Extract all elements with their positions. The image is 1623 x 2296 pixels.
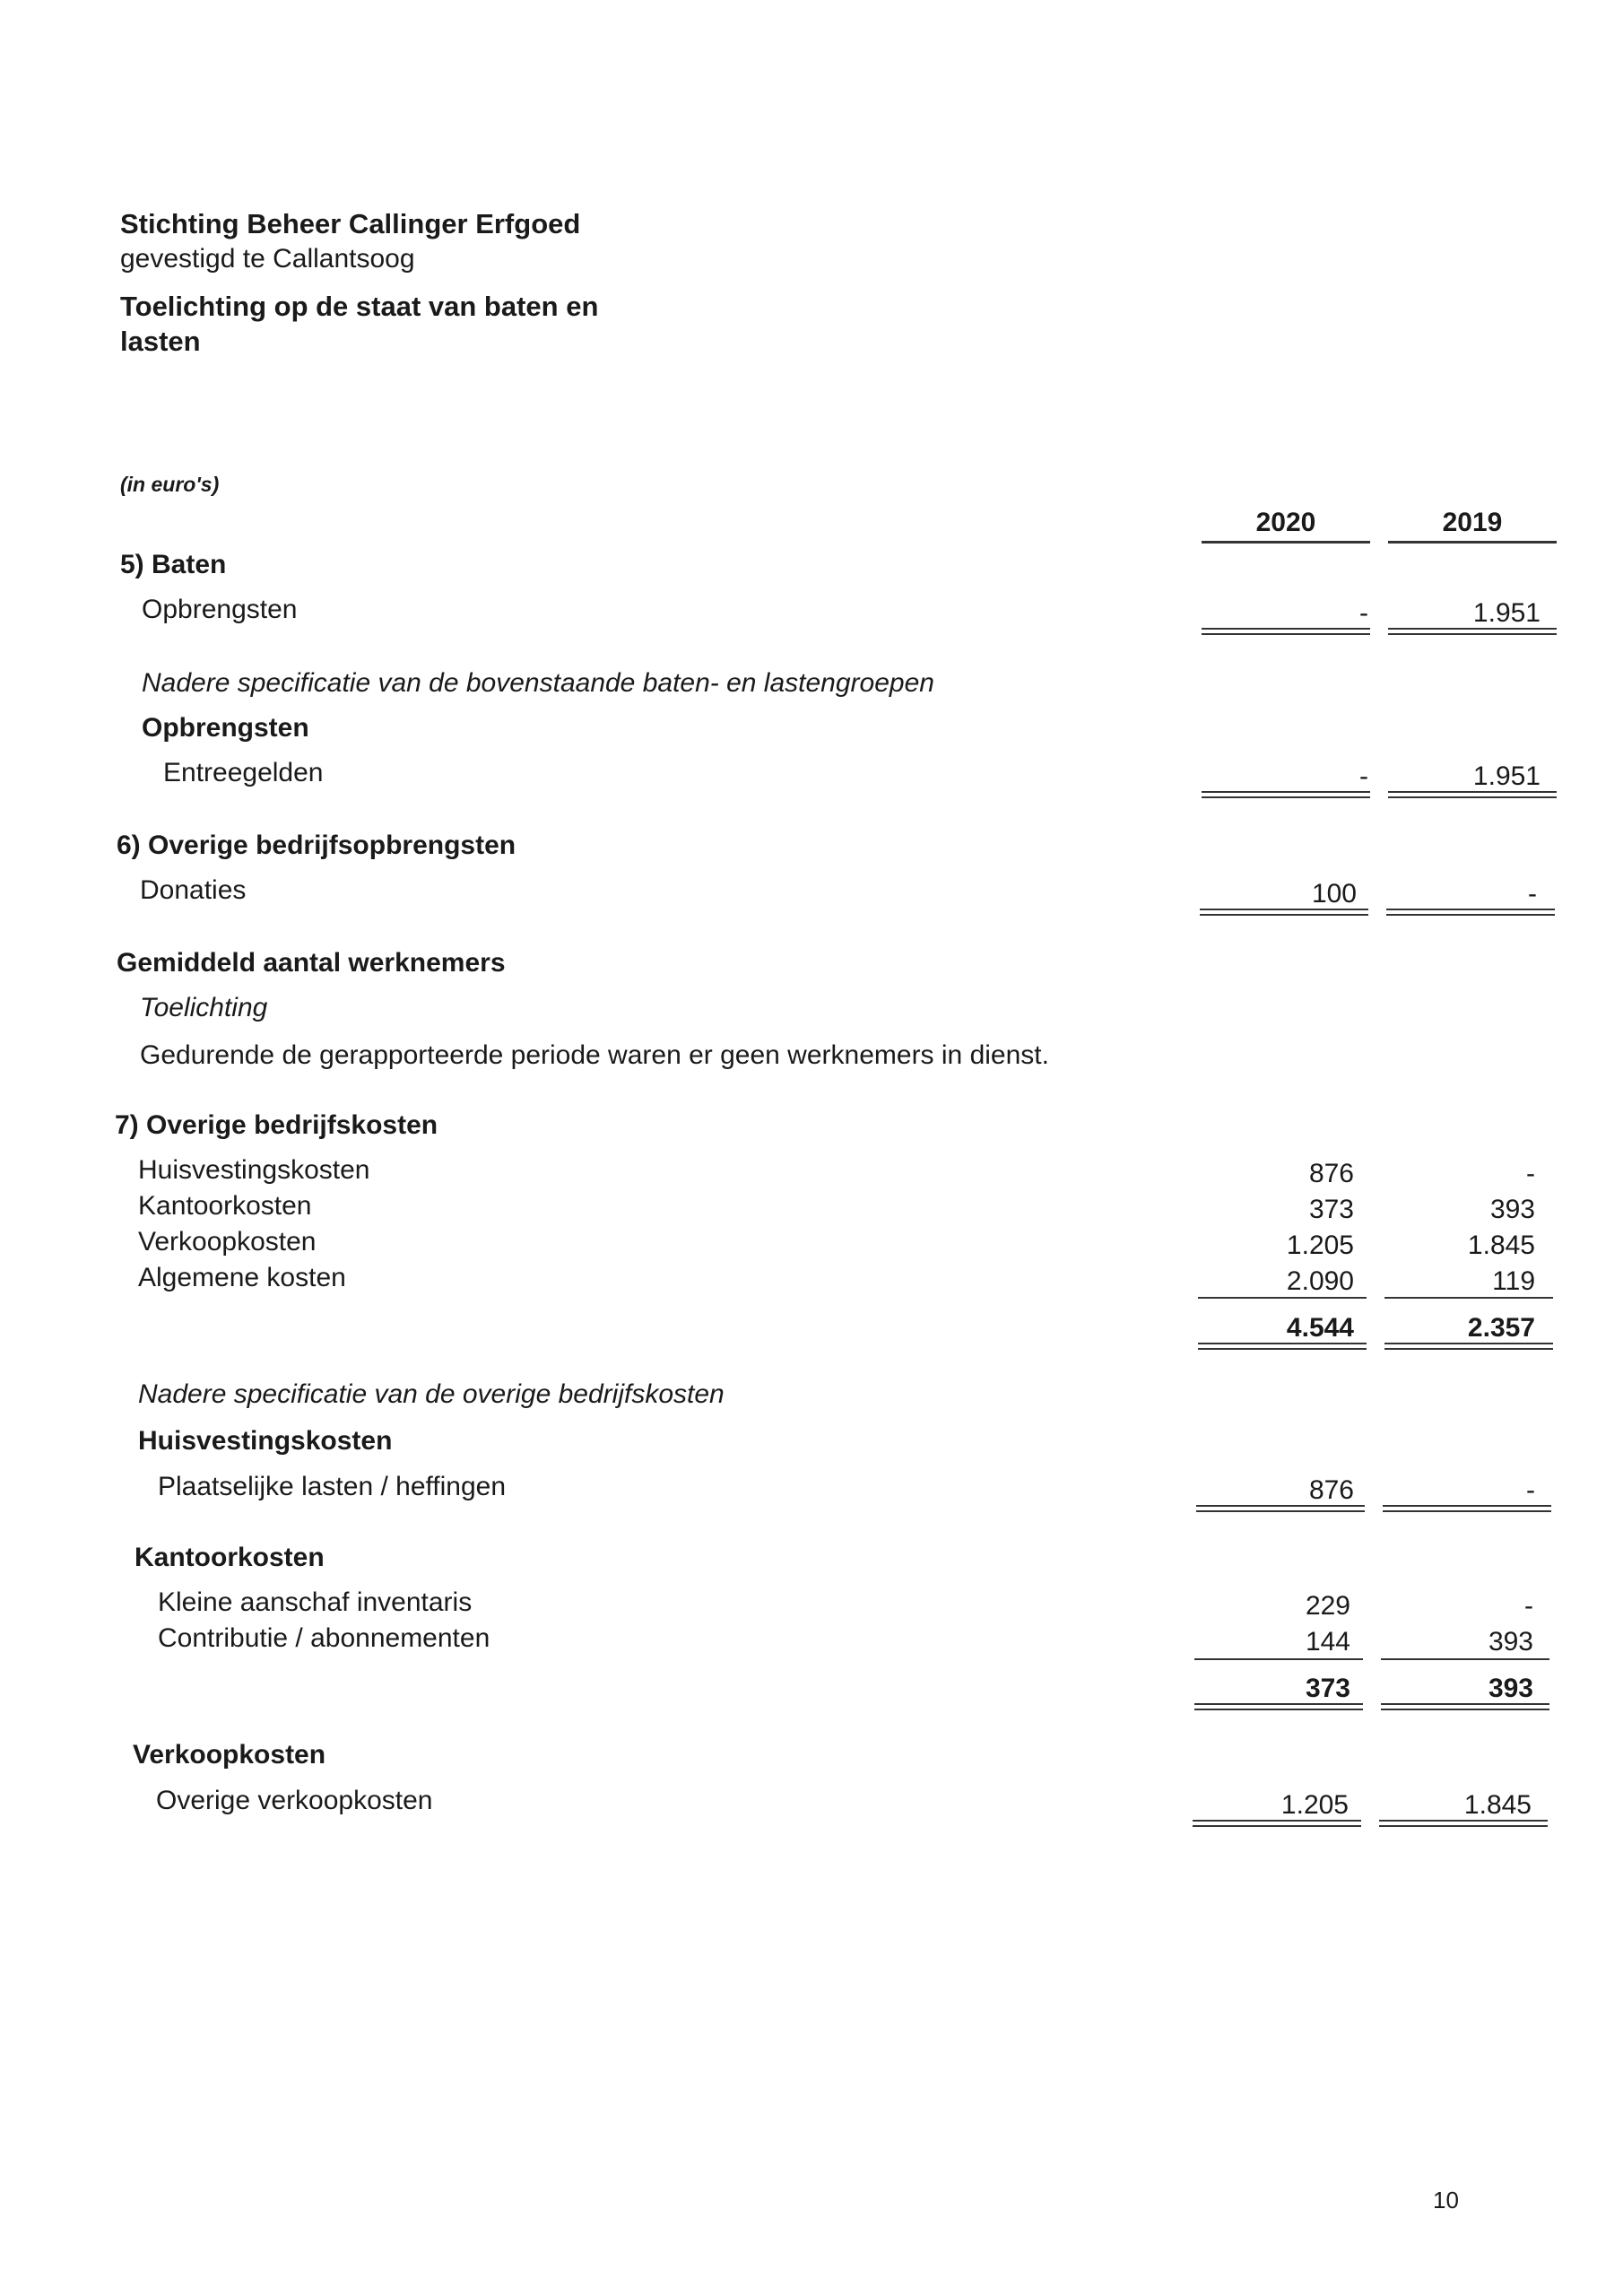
double-underline	[1383, 1505, 1551, 1507]
subtotal-rule	[1194, 1658, 1363, 1660]
value-current-overige-verkoopkosten: 1.205	[1280, 1790, 1349, 1820]
total-prior-kantoorkosten: 393	[1488, 1674, 1533, 1703]
subsection-huisvestingskosten: Huisvestingskosten	[138, 1426, 393, 1456]
row-label-plaatselijke-lasten: Plaatselijke lasten / heffingen	[158, 1472, 507, 1501]
double-underline	[1194, 1709, 1363, 1710]
double-underline	[1384, 1348, 1553, 1350]
section-baten-heading: 5) Baten	[120, 550, 227, 579]
double-underline	[1379, 1825, 1548, 1827]
row-label-algemene-kosten: Algemene kosten	[138, 1263, 346, 1292]
value-prior-huisvestingskosten: -	[1526, 1159, 1535, 1188]
double-underline	[1202, 633, 1370, 635]
value-prior-overige-verkoopkosten: 1.845	[1463, 1790, 1532, 1820]
row-label-opbrengsten: Opbrengsten	[142, 595, 298, 624]
value-prior-kleine-aanschaf: -	[1524, 1591, 1533, 1621]
value-prior-plaatselijke-lasten: -	[1526, 1475, 1535, 1505]
year-current-rule	[1202, 541, 1370, 544]
organization-name: Stichting Beheer Callinger Erfgoed	[120, 208, 581, 239]
double-underline	[1202, 791, 1370, 793]
subtotal-rule	[1384, 1297, 1553, 1299]
row-label-verkoopkosten: Verkoopkosten	[138, 1227, 317, 1257]
double-underline	[1194, 1703, 1363, 1705]
double-underline	[1381, 1709, 1549, 1710]
value-prior-verkoopkosten: 1.845	[1467, 1231, 1535, 1260]
value-prior-donaties: -	[1528, 879, 1537, 909]
section-overige-kosten-heading: 7) Overige bedrijfskosten	[115, 1110, 438, 1140]
page-title: Toelichting op de staat van baten en lasten	[120, 291, 599, 357]
subtotal-rule	[1198, 1297, 1367, 1299]
organization-location: gevestigd te Callantsoog	[120, 244, 415, 274]
row-label-overige-verkoopkosten: Overige verkoopkosten	[156, 1786, 433, 1815]
double-underline	[1200, 914, 1368, 916]
werknemers-subheading: Toelichting	[140, 993, 268, 1022]
double-underline	[1384, 1343, 1553, 1344]
value-current-contributie: 144	[1305, 1627, 1350, 1657]
row-label-kantoorkosten: Kantoorkosten	[138, 1191, 312, 1221]
total-current-kantoorkosten: 373	[1305, 1674, 1350, 1703]
row-label-huisvestingskosten: Huisvestingskosten	[138, 1155, 370, 1185]
double-underline	[1202, 796, 1370, 798]
value-prior-entreegelden: 1.951	[1472, 761, 1541, 791]
total-current-overige-kosten: 4.544	[1286, 1313, 1354, 1343]
subsection-verkoopkosten: Verkoopkosten	[133, 1740, 326, 1770]
double-underline	[1196, 1510, 1365, 1512]
specification-heading-baten: Nadere specificatie van de bovenstaande baten- en lastengroepen	[142, 668, 934, 698]
double-underline	[1388, 633, 1557, 635]
year-prior-header: 2019	[1442, 508, 1503, 537]
year-current-header: 2020	[1255, 508, 1316, 537]
subsection-opbrengsten: Opbrengsten	[142, 713, 309, 743]
double-underline	[1386, 909, 1555, 910]
value-current-kleine-aanschaf: 229	[1305, 1591, 1350, 1621]
value-current-algemene-kosten: 2.090	[1286, 1266, 1354, 1296]
double-underline	[1383, 1510, 1551, 1512]
value-prior-opbrengsten: 1.951	[1472, 598, 1541, 628]
double-underline	[1388, 791, 1557, 793]
value-current-entreegelden: -	[1359, 761, 1368, 791]
value-prior-algemene-kosten: 119	[1492, 1266, 1535, 1296]
value-prior-kantoorkosten: 393	[1489, 1195, 1535, 1224]
double-underline	[1381, 1703, 1549, 1705]
double-underline	[1193, 1820, 1361, 1822]
value-current-opbrengsten: -	[1359, 598, 1368, 628]
double-underline	[1202, 628, 1370, 630]
double-underline	[1200, 909, 1368, 910]
double-underline	[1196, 1505, 1365, 1507]
total-prior-overige-kosten: 2.357	[1467, 1313, 1535, 1343]
subtotal-rule	[1381, 1658, 1549, 1660]
row-label-kleine-aanschaf: Kleine aanschaf inventaris	[158, 1587, 473, 1617]
value-current-plaatselijke-lasten: 876	[1308, 1475, 1354, 1505]
row-label-entreegelden: Entreegelden	[163, 758, 324, 787]
specification-heading-kosten: Nadere specificatie van de overige bedrijfskosten	[138, 1379, 725, 1409]
subsection-kantoorkosten: Kantoorkosten	[135, 1543, 325, 1572]
value-prior-contributie: 393	[1488, 1627, 1533, 1657]
werknemers-text: Gedurende de gerapporteerde periode waren er geen werknemers in dienst.	[140, 1040, 1049, 1070]
double-underline	[1388, 796, 1557, 798]
value-current-verkoopkosten: 1.205	[1286, 1231, 1354, 1260]
section-overige-opbrengsten-heading: 6) Overige bedrijfsopbrengsten	[117, 831, 516, 860]
value-current-kantoorkosten: 373	[1308, 1195, 1354, 1224]
double-underline	[1386, 914, 1555, 916]
row-label-donaties: Donaties	[140, 875, 247, 905]
value-current-huisvestingskosten: 876	[1308, 1159, 1354, 1188]
double-underline	[1193, 1825, 1361, 1827]
unit-note: (in euro's)	[120, 473, 220, 496]
year-prior-rule	[1388, 541, 1557, 544]
double-underline	[1198, 1348, 1367, 1350]
section-werknemers-heading: Gemiddeld aantal werknemers	[117, 948, 506, 978]
row-label-contributie: Contributie / abonnementen	[158, 1623, 490, 1653]
page-number: 10	[1433, 2187, 1459, 2213]
double-underline	[1388, 628, 1557, 630]
double-underline	[1198, 1343, 1367, 1344]
double-underline	[1379, 1820, 1548, 1822]
value-current-donaties: 100	[1311, 879, 1357, 909]
